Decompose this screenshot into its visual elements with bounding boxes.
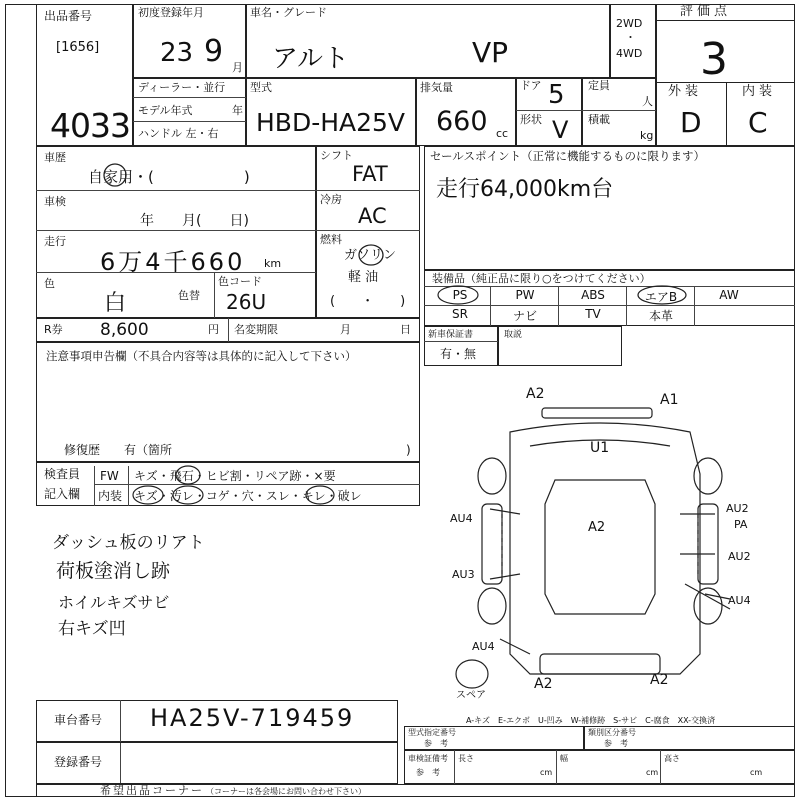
width-unit: cm: [646, 768, 659, 777]
km-unit: km: [264, 257, 282, 270]
interior-label: 内装: [742, 84, 777, 99]
load-label: 積載: [588, 113, 610, 126]
diag-mark-au2-right: AU2: [726, 502, 749, 515]
displacement-label: 排気量: [420, 81, 453, 94]
warranty-div: [424, 341, 498, 342]
corner-note: （コーナーは各会場にお問い合わせ下さい）: [206, 787, 366, 796]
diag-mark-a2-top: A2: [526, 386, 545, 402]
ac: AC: [358, 204, 387, 228]
category-ref: 参 考: [604, 739, 628, 748]
equip-navi: ナビ: [512, 309, 537, 323]
fuel-diesel: 軽 油: [348, 270, 379, 285]
width-label: 幅: [560, 754, 568, 763]
r-value: 8,600: [100, 320, 149, 340]
manual-label: 取説: [504, 330, 523, 340]
capacity-unit: 人: [642, 95, 653, 108]
door-div: [516, 110, 582, 111]
inspection-value: 年 月( 日): [140, 213, 249, 229]
doors: 5: [548, 80, 565, 110]
repair-label: 修復歴 有（箇所: [64, 443, 173, 457]
listing-bracket: [1656]: [56, 40, 100, 55]
diagram-legend: A-キズ E-エクボ U-凹み W-補修跡 S-サビ C-腐食 XX-交換済: [466, 716, 716, 725]
diag-mark-pa: PA: [734, 518, 748, 531]
equip-ps: PS: [452, 288, 468, 302]
inspector-circle-marks: [130, 464, 360, 506]
handwritten-note-2: 荷板塗消し跡: [56, 560, 171, 582]
hist-div3: [36, 272, 316, 273]
r-label: R券: [44, 323, 63, 336]
score-label: 評価点: [680, 4, 732, 19]
diag-mark-a2-bottom-right: A2: [650, 672, 669, 688]
int-items: キズ・汚レ・コゲ・穴・スレ・キレ・破レ: [134, 489, 362, 503]
spec-div2: [316, 230, 420, 231]
model-label: 型式: [250, 81, 272, 94]
score-divider: [656, 20, 795, 21]
corner-label: 希望出品コーナー: [100, 784, 204, 797]
month-unit: 月: [232, 61, 243, 74]
handwritten-note-3: ホイルキズサビ: [58, 593, 170, 612]
sales-point-text: 走行64,000km台: [436, 177, 614, 202]
fw-label: FW: [100, 469, 119, 483]
history-circle-mark: [100, 160, 130, 190]
fuel-circle-mark: [356, 242, 386, 268]
color: 白: [104, 291, 127, 316]
inspection-label: 車検: [44, 195, 66, 208]
drive-4wd: 4WD: [616, 47, 643, 60]
capacity-label: 定員: [588, 79, 610, 92]
shift-label: シフト: [320, 149, 353, 162]
equip-tv: TV: [585, 307, 601, 321]
spare-label: スペア: [456, 690, 486, 701]
inspector-label-2: 記入欄: [44, 487, 81, 501]
reg-label: 登録番号: [54, 755, 103, 769]
history-value: 自家用・( ): [88, 168, 250, 186]
cert-ref: 参 考: [416, 768, 440, 777]
equip-airbag: エアB: [644, 290, 678, 304]
hist-div2: [36, 230, 316, 231]
name-change-day: 日: [400, 323, 411, 336]
insp-v2: [128, 466, 129, 506]
equip-aw: AW: [719, 288, 739, 302]
tax-vdiv: [228, 318, 229, 342]
insp-v1: [94, 466, 95, 506]
diag-mark-au2-right-2: AU2: [728, 550, 751, 563]
fuel-label: 燃料: [320, 233, 342, 246]
color-label: 色: [44, 277, 55, 290]
length-label: 長さ: [458, 754, 474, 763]
equip-leather: 本革: [648, 309, 673, 323]
ext-int-divider: [726, 82, 727, 146]
equip-sr: SR: [452, 307, 468, 321]
category-label: 類別区分番号: [588, 728, 636, 737]
car-name: アルト: [272, 44, 349, 74]
exterior-label: 外装: [668, 84, 703, 99]
fuel-other: ( ・ ): [330, 294, 406, 309]
first-reg-year: 23: [160, 38, 194, 68]
first-reg-month: 9: [204, 34, 224, 69]
dealer-label: ディーラー・並行: [138, 81, 226, 94]
warranty-label: 新車保証書: [428, 330, 474, 340]
fuel-gas: ガソリン: [344, 248, 397, 263]
height-label: 高さ: [664, 754, 680, 763]
warranty-value: 有・無: [440, 347, 477, 361]
chassis-label: 車台番号: [54, 713, 103, 727]
sales-point-label: セールスポイント（正常に機能するものに限ります）: [430, 149, 705, 163]
diag-mark-au3: AU3: [452, 568, 475, 581]
cert-label: 車検証備考: [408, 754, 448, 763]
equip-circle-marks: [436, 284, 696, 306]
car-diagram: [430, 384, 790, 704]
year-unit: 年: [232, 104, 243, 117]
load-unit: kg: [640, 129, 654, 142]
hist-div1: [36, 190, 316, 191]
model-designation-ref: 参 考: [424, 739, 448, 748]
lot-number: 4033: [50, 106, 130, 145]
interior-grade: C: [748, 106, 768, 139]
diag-mark-a2-bottom-left: A2: [534, 676, 553, 692]
repair-close: ): [406, 443, 411, 457]
model-year-label: モデル年式: [138, 104, 193, 117]
car-name-label: 車名・グレード: [250, 6, 327, 19]
repaint-label: 色替: [178, 289, 200, 302]
fw-items: キズ・飛石・ヒビ割・リペア跡・×要: [134, 469, 336, 483]
model-designation-label: 型式指定番号: [408, 728, 456, 737]
diag-mark-a1: A1: [660, 392, 679, 408]
shape-label: 形状: [520, 113, 542, 126]
ac-label: 冷房: [320, 193, 342, 206]
cap-div: [582, 110, 656, 111]
drive-2wd: 2WD: [616, 17, 643, 30]
cert-v2: [556, 750, 557, 784]
name-change-label: 名変期限: [234, 323, 278, 336]
score-value: 3: [700, 34, 728, 85]
handle-label: ハンドル 左・右: [138, 127, 219, 140]
equipment-label: 装備品（純正品に限り○をつけてください）: [432, 272, 651, 285]
dealer-div-2: [133, 121, 246, 122]
diag-mark-au4-spare: AU4: [472, 640, 495, 653]
int-label: 内装: [98, 489, 123, 503]
diag-mark-au4-left: AU4: [450, 512, 473, 525]
handwritten-note-1: ダッシュ板のリアト: [52, 533, 205, 553]
equip-pw: PW: [515, 288, 535, 302]
cert-v1: [454, 750, 455, 784]
height-unit: cm: [750, 768, 763, 777]
model-code: HBD-HA25V: [256, 108, 406, 137]
sales-point-box: [424, 146, 795, 270]
first-reg-label: 初度登録年月: [138, 6, 204, 19]
inspector-label-1: 検査員: [44, 467, 81, 481]
hist-vdiv: [214, 272, 215, 318]
dealer-div: [133, 97, 246, 98]
cert-v3: [660, 750, 661, 784]
exterior-grade: D: [680, 106, 702, 139]
listing-no-label: 出品番号: [44, 9, 93, 23]
equip-abs: ABS: [581, 288, 605, 302]
shift: FAT: [352, 162, 388, 186]
diag-mark-a2-center: A2: [588, 520, 606, 535]
history-label: 車歴: [44, 151, 66, 164]
chassis-number: HA25V-719459: [150, 704, 355, 732]
notes-label: 注意事項申告欄（不具合内容等は具体的に記入して下さい）: [46, 349, 357, 363]
diag-mark-u1: U1: [590, 440, 610, 456]
diag-mark-au4-right: AU4: [728, 594, 751, 607]
yen-unit: 円: [208, 323, 219, 336]
door-label: ドア: [520, 79, 542, 92]
drive-dot: ・: [625, 31, 636, 44]
spec-div1: [316, 190, 420, 191]
mileage-label: 走行: [44, 235, 66, 248]
displacement: 660: [436, 106, 488, 137]
color-code-label: 色コード: [218, 275, 262, 288]
name-change-month: 月: [340, 323, 351, 336]
length-unit: cm: [540, 768, 553, 777]
grade: VP: [472, 36, 509, 69]
shape: V: [552, 116, 569, 144]
color-code: 26U: [226, 290, 267, 314]
cc-unit: cc: [496, 127, 509, 140]
handwritten-note-4: 右キズ凹: [58, 619, 126, 639]
mileage: 6万4千660: [100, 248, 246, 276]
